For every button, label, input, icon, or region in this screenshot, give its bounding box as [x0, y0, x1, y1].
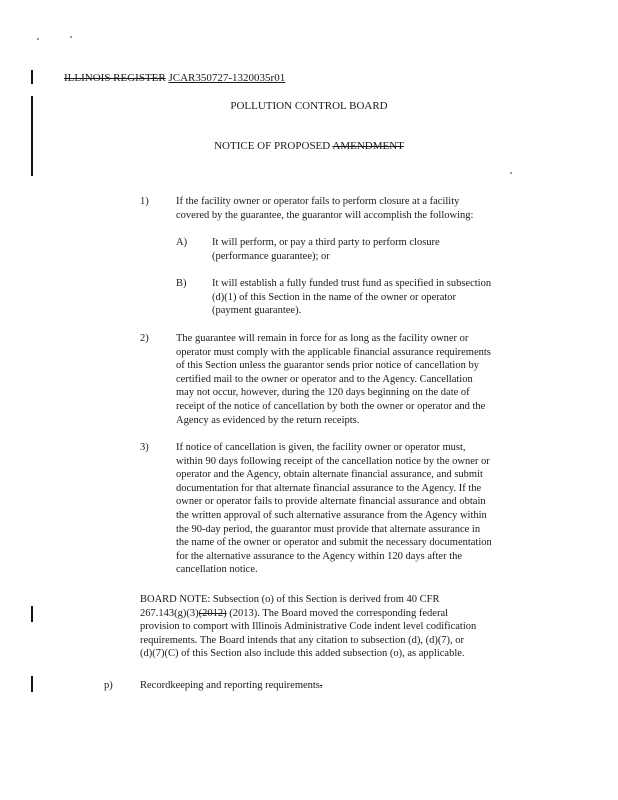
citation-struck-year: (2012) [198, 607, 227, 619]
item-p-heading [140, 679, 323, 693]
scan-speck [70, 36, 72, 38]
item-1b-label: B) [176, 278, 187, 289]
text-line: receipt of the notice of cancellation by both the owner or operator and the [176, 400, 486, 412]
item-1a-label: A) [176, 237, 188, 248]
notice-title [0, 140, 618, 152]
text-line: If notice of cancellation is given, the facility owner or operator must, [176, 442, 466, 453]
item-3-text [176, 441, 492, 577]
item-1a-text [212, 236, 440, 263]
register-label-struck: ILLINOIS REGISTER [64, 72, 166, 84]
notice-prefix: NOTICE OF PROPOSED [214, 140, 331, 152]
text-line: certified mail to the owner or operator and to the Agency. Cancellation [176, 373, 473, 385]
item-2-number: 2) [140, 333, 149, 344]
scan-speck [510, 172, 512, 174]
text-line [140, 607, 476, 621]
text-line: within 90 days following receipt of the cancellation notice by the owner or [176, 455, 490, 467]
board-title: POLLUTION CONTROL BOARD [230, 100, 388, 112]
text-line: cancellation notice. [176, 564, 258, 576]
text-line: operator and the Agency, obtain alternate financial assurance, and submit [176, 469, 483, 481]
text-line: documentation for that alternate financial assurance to the Agency. If the [176, 482, 482, 494]
text-line: owner or operator fails to provide alternate financial assurance and obtain [176, 496, 486, 508]
text-line: covered by the guarantee, the guarantor will accomplish the following: [176, 209, 474, 221]
text-line: the written approval of such alternative assurance from the Agency within [176, 509, 487, 521]
text-line: Agency as evidenced by the return receipts. [176, 414, 360, 426]
item-1-number: 1) [140, 196, 149, 207]
notice-struck: AMENDMENT [332, 140, 404, 152]
item-p-label: p) [104, 680, 113, 691]
text-line: the 90-day period, the guarantor must provide that alternate assurance in [176, 523, 481, 535]
text-line: BOARD NOTE: Subsection (o) of this Section is derived from 40 CFR [140, 594, 440, 605]
text-line: of this Section unless the guarantor sends prior notice of cancellation by [176, 360, 479, 372]
text-line: If the facility owner or operator fails to perform closure at a facility [176, 196, 460, 207]
item-p-text: Recordkeeping and reporting requirements [140, 680, 320, 691]
revision-bar [31, 606, 33, 622]
text-line: (performance guarantee); or [212, 250, 330, 262]
citation-prefix: 267.143(g)(3) [140, 607, 199, 619]
item-1b-text [212, 277, 491, 318]
text-line: (d)(1) of this Section in the name of the owner or operator [212, 291, 457, 303]
item-p-struck-period: . [319, 680, 323, 691]
text-line: The guarantee will remain in force for as long as the facility owner or [176, 333, 469, 344]
register-header [64, 72, 285, 84]
item-1-text [176, 195, 473, 222]
text-line: It will establish a fully funded trust fund as specified in subsection [212, 278, 492, 289]
text-line: It will perform, or pay a third party to perform closure [212, 237, 440, 248]
revision-bar [31, 676, 33, 692]
scan-speck [37, 38, 39, 40]
text-line: provision to comport with Illinois Administrative Code indent level codification [140, 621, 477, 633]
text-line: operator must comply with the applicable financial assurance requirements [176, 346, 491, 358]
text-line: the name of the owner or operator and submit the necessary documentation [176, 537, 492, 549]
text-line: may not occur, however, during the 120 days beginning on the date of [176, 387, 470, 399]
text-line: (payment guarantee). [212, 305, 302, 317]
item-3-number: 3) [140, 442, 149, 453]
text-line: requirements. The Board intends that any citation to subsection (d), (d)(7), or [140, 634, 465, 646]
citation-suffix: (2013). The Board moved the corresponding federal [226, 607, 449, 619]
register-code: JCAR350727-1320035r01 [168, 72, 286, 84]
board-note [140, 593, 476, 661]
text-line: (d)(7)(C) of this Section also include this added subsection (o), as applicable. [140, 648, 465, 660]
revision-bar [31, 70, 33, 84]
item-2-text [176, 332, 491, 427]
text-line: for the alternative assurance to the Agency within 120 days after the [176, 550, 463, 562]
